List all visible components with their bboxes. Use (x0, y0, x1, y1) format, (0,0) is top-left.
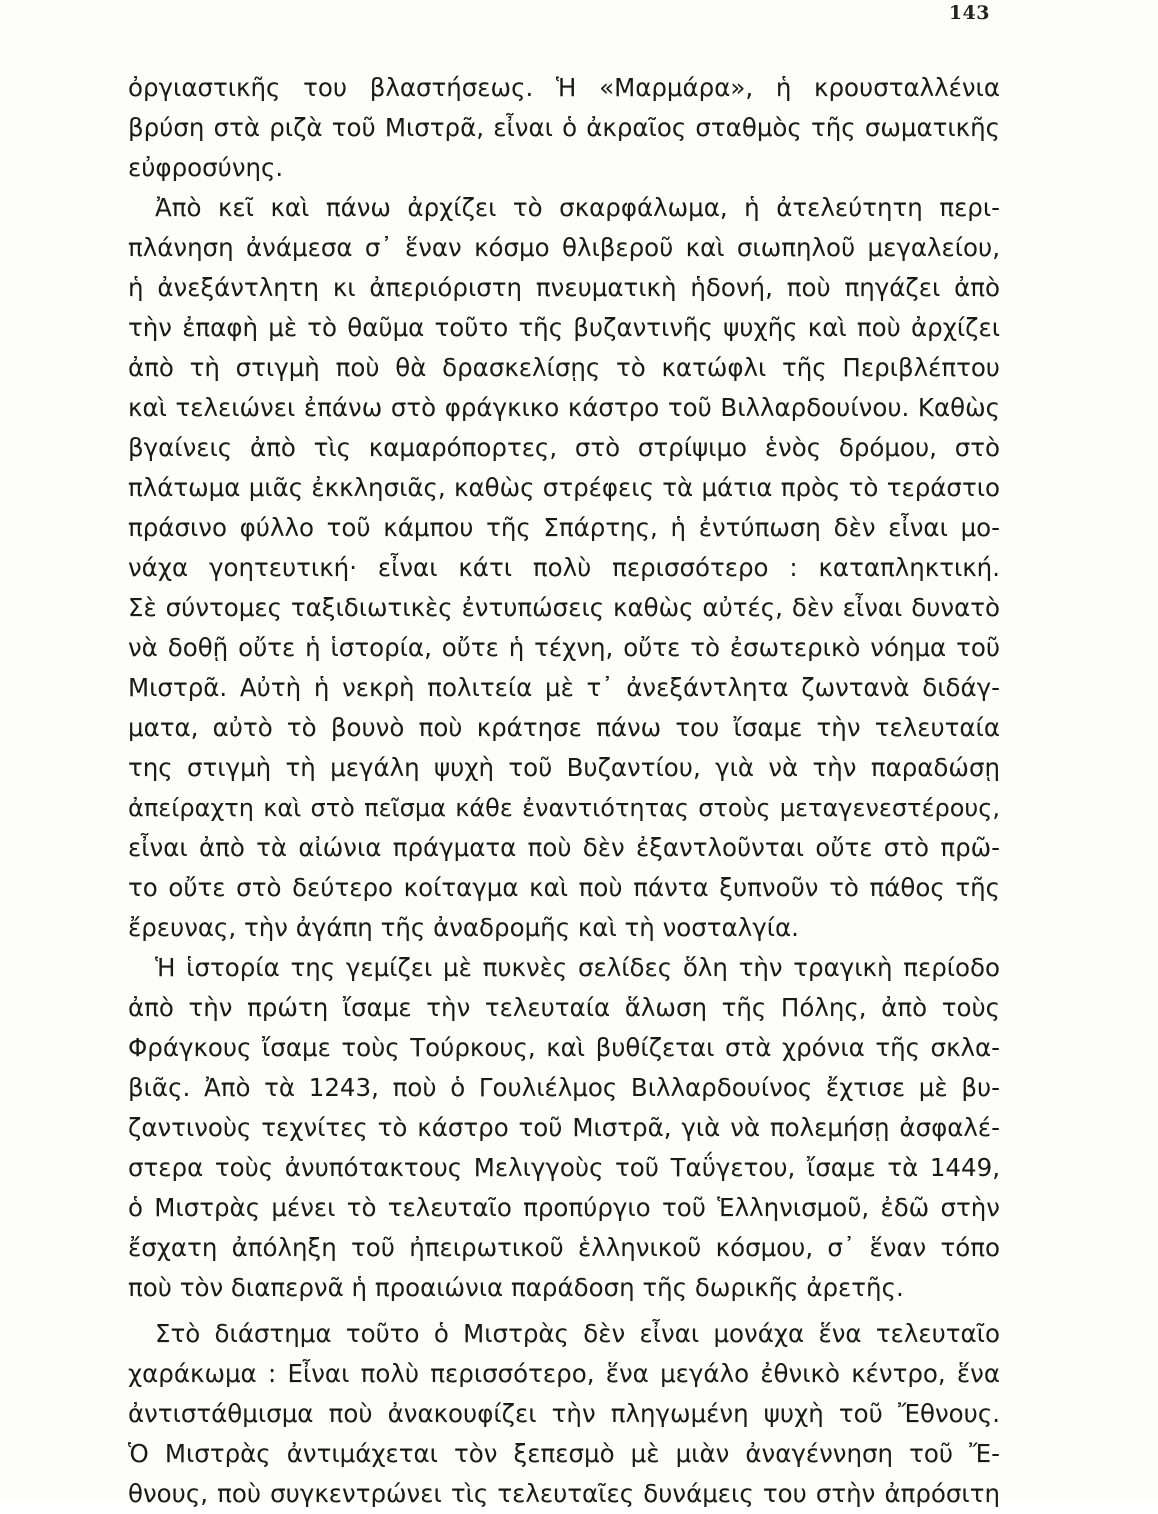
text-line: Φράγκους ἴσαμε τοὺς Τούρκους, καὶ βυθίζεται στὰ χρόνια τῆς σκλα- (128, 1033, 1000, 1062)
text-line: πλάτωμα μιᾶς ἐκκλησιᾶς, καθὼς στρέφεις τὰ μάτια πρὸς τὸ τεράστιο (128, 473, 1000, 502)
paragraph-2 (128, 188, 1000, 948)
text-line: βρύση στὰ ριζὰ τοῦ Μιστρᾶ, εἶναι ὁ ἀκραῖος σταθμὸς τῆς σωματικῆς (128, 113, 1000, 142)
text-line: ἔσχατη ἀπόληξη τοῦ ἠπειρωτικοῦ ἑλληνικοῦ κόσμου, σ᾽ ἕναν τόπο (128, 1233, 1000, 1262)
text-line: τὴν ἐπαφὴ μὲ τὸ θαῦμα τοῦτο τῆς βυζαντινῆς ψυχῆς καὶ ποὺ ἀρχίζει (128, 313, 1000, 342)
text-line: πράσινο φύλλο τοῦ κάμπου τῆς Σπάρτης, ἡ ἐντύπωση δὲν εἶναι μο- (128, 513, 1000, 542)
text-line: νάχα γοητευτική· εἶναι κάτι πολὺ περισσότερο : καταπληκτική. (128, 553, 1000, 582)
page-number: 143 (948, 2, 990, 24)
text-line: ἀπείραχτη καὶ στὸ πεῖσμα κάθε ἐναντιότητας στοὺς μεταγενεστέρους, (128, 794, 1000, 822)
text-line: θνους, ποὺ συγκεντρώνει τὶς τελευταῖες δυνάμεις του στὴν ἀπρόσιτη (128, 1479, 1000, 1508)
text-line: ζαντινοὺς τεχνίτες τὸ κάστρο τοῦ Μιστρᾶ, γιὰ νὰ πολεμήσῃ ἀσφαλέ- (128, 1113, 1000, 1142)
text-line: πλάνηση ἀνάμεσα σ᾽ ἕναν κόσμο θλιβεροῦ καὶ σιωπηλοῦ μεγαλείου, (128, 233, 1000, 262)
text-line: ἔρευνας, τὴν ἀγάπη τῆς ἀναδρομῆς καὶ τὴ νοσταλγία. (128, 913, 799, 942)
paragraph-3 (128, 948, 1000, 1308)
text-line: Στὸ διάστημα τοῦτο ὁ Μιστρὰς δὲν εἶναι μονάχα ἕνα τελευταῖο (155, 1319, 1000, 1348)
text-line: εὐφροσύνης. (128, 153, 284, 182)
text-line: Σὲ σύντομες ταξιδιωτικὲς ἐντυπώσεις καθὼς αὐτές, δὲν εἶναι δυνατὸ (128, 593, 1000, 622)
text-line: ματα, αὐτὸ τὸ βουνὸ ποὺ κράτησε πάνω του ἴσαμε τὴν τελευταία (128, 713, 1000, 742)
text-line: ἀπὸ τὴ στιγμὴ ποὺ θὰ δρασκελίσῃς τὸ κατώφλι τῆς Περιβλέπτου (128, 353, 1000, 382)
text-line: Ὁ Μιστρὰς ἀντιμάχεται τὸν ξεπεσμὸ μὲ μιὰν ἀναγέννηση τοῦ Ἔ- (128, 1439, 1000, 1468)
text-line: εἶναι ἀπὸ τὰ αἰώνια πράγματα ποὺ δὲν ἐξαντλοῦνται οὔτε στὸ πρῶ- (128, 833, 1000, 862)
text-line: το οὔτε στὸ δεύτερο κοίταγμα καὶ ποὺ πάντα ξυπνοῦν τὸ πάθος τῆς (128, 873, 1000, 902)
text-line: νὰ δοθῇ οὔτε ἡ ἱστορία, οὔτε ἡ τέχνη, οὔτε τὸ ἐσωτερικὸ νόημα τοῦ (128, 633, 1000, 662)
text-line: ποὺ τὸν διαπερνᾶ ἡ προαιώνια παράδοση τῆς δωρικῆς ἀρετῆς. (128, 1273, 904, 1302)
text-line: στερα τοὺς ἀνυπότακτους Μελιγγοὺς τοῦ Ταΰγετου, ἴσαμε τὰ 1449, (128, 1153, 1000, 1182)
text-line: ἀντιστάθμισμα ποὺ ἀνακουφίζει τὴν πληγωμένη ψυχὴ τοῦ Ἔθνους. (128, 1399, 1000, 1428)
text-line: βγαίνεις ἀπὸ τὶς καμαρόπορτες, στὸ στρίψιμο ἑνὸς δρόμου, στὸ (128, 433, 1000, 462)
body-text (128, 68, 1000, 1514)
text-line: ὀργιαστικῆς του βλαστήσεως. Ἡ «Μαρμάρα», ἡ κρουσταλλένια (128, 73, 1000, 102)
text-line: της στιγμὴ τὴ μεγάλη ψυχὴ τοῦ Βυζαντίου, γιὰ νὰ τὴν παραδώσῃ (128, 753, 1000, 782)
paragraph-4 (128, 1314, 1000, 1514)
text-line: ἀπὸ τὴν πρώτη ἴσαμε τὴν τελευταία ἅλωση τῆς Πόλης, ἀπὸ τοὺς (128, 993, 1000, 1022)
text-line: Ἡ ἱστορία της γεμίζει μὲ πυκνὲς σελίδες ὅλη τὴν τραγικὴ περίοδο (155, 953, 1000, 982)
text-line: χαράκωμα : Εἶναι πολὺ περισσότερο, ἕνα μεγάλο ἐθνικὸ κέντρο, ἕνα (128, 1359, 1000, 1388)
text-line: καὶ τελειώνει ἐπάνω στὸ φράγκικο κάστρο τοῦ Βιλλαρδουίνου. Καθὼς (128, 393, 1000, 422)
text-line: βιᾶς. Ἀπὸ τὰ 1243, ποὺ ὁ Γουλιέλμος Βιλλαρδουίνος ἔχτισε μὲ βυ- (128, 1073, 1000, 1102)
text-line: ἡ ἀνεξάντλητη κι ἀπεριόριστη πνευματικὴ ἡδονή, ποὺ πηγάζει ἀπὸ (128, 273, 1000, 302)
text-line: Μιστρᾶ. Αὐτὴ ἡ νεκρὴ πολιτεία μὲ τ᾽ ἀνεξάντλητα ζωντανὰ διδάγ- (128, 673, 1000, 702)
paragraph-1 (128, 68, 1000, 188)
text-line: Ἀπὸ κεῖ καὶ πάνω ἀρχίζει τὸ σκαρφάλωμα, ἡ ἀτελεύτητη περι- (155, 193, 1000, 222)
text-line: ὁ Μιστρὰς μένει τὸ τελευταῖο προπύργιο τοῦ Ἑλληνισμοῦ, ἐδῶ στὴν (128, 1193, 1000, 1222)
